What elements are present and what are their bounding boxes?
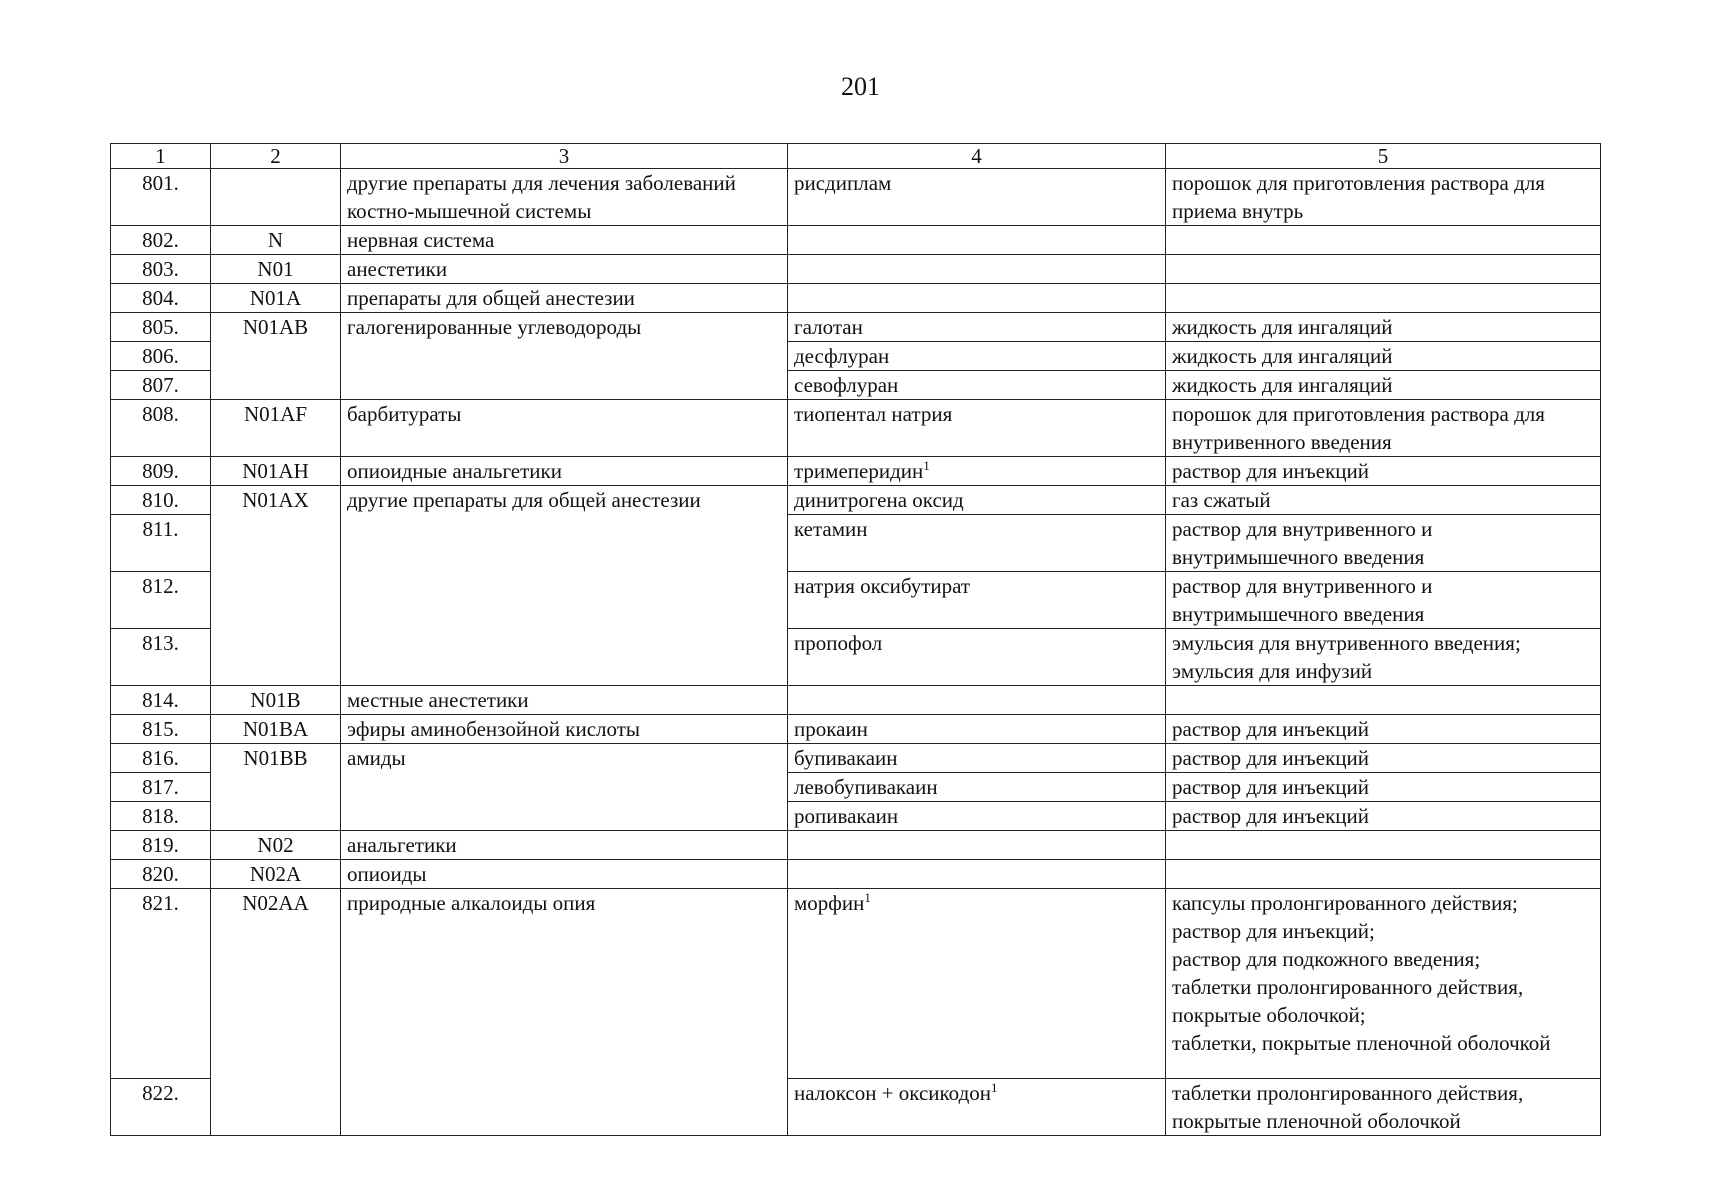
drug-name-text: десфлуран <box>794 344 890 368</box>
dosage-form-line: порошок для приготовления раствора для внутривенного введения <box>1172 402 1545 454</box>
drug-name <box>788 371 1166 400</box>
drug-name <box>788 284 1166 313</box>
dosage-form <box>1166 284 1601 313</box>
atc-code: N01AX <box>211 486 341 686</box>
anatomical-group: галогенированные углеводороды <box>341 313 788 400</box>
table-row <box>111 831 1601 860</box>
table-row <box>111 255 1601 284</box>
dosage-form <box>1166 686 1601 715</box>
dosage-form <box>1166 629 1601 686</box>
anatomical-group: местные анестетики <box>341 686 788 715</box>
dosage-form <box>1166 400 1601 457</box>
atc-code: N01B <box>211 686 341 715</box>
drug-name-text: севофлуран <box>794 373 899 397</box>
table-row <box>111 457 1601 486</box>
drug-name <box>788 802 1166 831</box>
dosage-form-line: раствор для инъекций <box>1172 775 1369 799</box>
drug-name <box>788 629 1166 686</box>
dosage-form <box>1166 457 1601 486</box>
drug-name-text: натрия оксибутират <box>794 574 971 598</box>
table-row <box>111 284 1601 313</box>
dosage-form <box>1166 226 1601 255</box>
anatomical-group: другие препараты для лечения заболеваний костно-мышечной системы <box>341 169 788 226</box>
atc-code: N02 <box>211 831 341 860</box>
drug-name-text: динитрогена оксид <box>794 488 964 512</box>
table-row <box>111 486 1601 515</box>
row-number: 819. <box>111 831 211 860</box>
row-number: 804. <box>111 284 211 313</box>
drug-name-text: морфин <box>794 891 865 915</box>
drug-name <box>788 572 1166 629</box>
drug-name <box>788 515 1166 572</box>
table-row <box>111 744 1601 773</box>
dosage-form <box>1166 831 1601 860</box>
row-number: 816. <box>111 744 211 773</box>
header-cell: 1 <box>111 144 211 169</box>
dosage-form <box>1166 342 1601 371</box>
drug-name <box>788 169 1166 226</box>
drug-name-text: галотан <box>794 315 863 339</box>
table-row <box>111 169 1601 226</box>
anatomical-group: другие препараты для общей анестезии <box>341 486 788 686</box>
anatomical-group: нервная система <box>341 226 788 255</box>
drug-list-table <box>110 143 1601 1136</box>
dosage-form-line: эмульсия для инфузий <box>1172 659 1373 683</box>
row-number: 807. <box>111 371 211 400</box>
row-number: 810. <box>111 486 211 515</box>
atc-code: N02AA <box>211 889 341 1136</box>
dosage-form <box>1166 1079 1601 1136</box>
dosage-form-line: таблетки пролонгированного действия, покрытые пленочной оболочкой <box>1172 1081 1524 1133</box>
drug-name <box>788 686 1166 715</box>
row-number: 805. <box>111 313 211 342</box>
dosage-form <box>1166 255 1601 284</box>
table-body <box>111 169 1601 1136</box>
table-row <box>111 715 1601 744</box>
drug-name <box>788 1079 1166 1136</box>
dosage-form <box>1166 744 1601 773</box>
row-number: 820. <box>111 860 211 889</box>
anatomical-group: барбитураты <box>341 400 788 457</box>
drug-name <box>788 342 1166 371</box>
row-number: 806. <box>111 342 211 371</box>
drug-name-text: бупивакаин <box>794 746 898 770</box>
anatomical-group: препараты для общей анестезии <box>341 284 788 313</box>
drug-name-text: тримеперидин <box>794 459 924 483</box>
dosage-form-line: раствор для инъекций <box>1172 746 1369 770</box>
dosage-form-line: эмульсия для внутривенного введения; <box>1172 631 1521 655</box>
drug-name-text: тиопентал натрия <box>794 402 953 426</box>
dosage-form-line: капсулы пролонгированного действия; <box>1172 891 1518 915</box>
drug-name-text: кетамин <box>794 517 868 541</box>
atc-code: N01AH <box>211 457 341 486</box>
row-number: 802. <box>111 226 211 255</box>
drug-name-text: пропофол <box>794 631 883 655</box>
row-number: 813. <box>111 629 211 686</box>
dosage-form <box>1166 715 1601 744</box>
dosage-form-line: газ сжатый <box>1172 488 1271 512</box>
page-number: 201 <box>841 72 880 101</box>
drug-name <box>788 744 1166 773</box>
table-row <box>111 889 1601 1079</box>
table-row <box>111 860 1601 889</box>
drug-name-text: налоксон + оксикодон <box>794 1081 991 1105</box>
atc-code: N <box>211 226 341 255</box>
dosage-form-line: порошок для приготовления раствора для приема внутрь <box>1172 171 1545 223</box>
atc-code: N01AB <box>211 313 341 400</box>
drug-name <box>788 226 1166 255</box>
table-row <box>111 313 1601 342</box>
atc-code: N02A <box>211 860 341 889</box>
row-number: 811. <box>111 515 211 572</box>
drug-name <box>788 255 1166 284</box>
footnote-marker: 1 <box>991 1080 998 1095</box>
anatomical-group: анестетики <box>341 255 788 284</box>
dosage-form-line: раствор для инъекций <box>1172 804 1369 828</box>
table-row <box>111 226 1601 255</box>
row-number: 809. <box>111 457 211 486</box>
dosage-form-line: раствор для инъекций <box>1172 717 1369 741</box>
dosage-form-line: жидкость для ингаляций <box>1172 315 1393 339</box>
table-header-row <box>111 144 1601 169</box>
dosage-form <box>1166 313 1601 342</box>
drug-name <box>788 889 1166 1079</box>
drug-name <box>788 400 1166 457</box>
header-cell: 2 <box>211 144 341 169</box>
table-row <box>111 400 1601 457</box>
row-number: 822. <box>111 1079 211 1136</box>
table-row <box>111 686 1601 715</box>
drug-name <box>788 486 1166 515</box>
anatomical-group: эфиры аминобензойной кислоты <box>341 715 788 744</box>
dosage-form-line: раствор для инъекций <box>1172 459 1369 483</box>
dosage-form-line: раствор для инъекций; <box>1172 919 1375 943</box>
dosage-form-line: раствор для внутривенного и внутримышечного введения <box>1172 574 1433 626</box>
drug-name-text: рисдиплам <box>794 171 892 195</box>
dosage-form-line: жидкость для ингаляций <box>1172 373 1393 397</box>
row-number: 808. <box>111 400 211 457</box>
drug-name <box>788 457 1166 486</box>
drug-name <box>788 715 1166 744</box>
anatomical-group: опиоидные анальгетики <box>341 457 788 486</box>
footnote-marker: 1 <box>923 458 930 473</box>
drug-name <box>788 313 1166 342</box>
row-number: 815. <box>111 715 211 744</box>
dosage-form-line: таблетки пролонгированного действия, покрытые оболочкой; <box>1172 975 1524 1027</box>
atc-code <box>211 169 341 226</box>
dosage-form <box>1166 773 1601 802</box>
dosage-form <box>1166 486 1601 515</box>
drug-name-text: левобупивакаин <box>794 775 938 799</box>
header-cell: 4 <box>788 144 1166 169</box>
row-number: 814. <box>111 686 211 715</box>
drug-name <box>788 860 1166 889</box>
atc-code: N01BA <box>211 715 341 744</box>
anatomical-group: анальгетики <box>341 831 788 860</box>
dosage-form <box>1166 515 1601 572</box>
dosage-form-line: жидкость для ингаляций <box>1172 344 1393 368</box>
atc-code: N01AF <box>211 400 341 457</box>
anatomical-group: опиоиды <box>341 860 788 889</box>
dosage-form <box>1166 860 1601 889</box>
dosage-form-line: раствор для подкожного введения; <box>1172 947 1481 971</box>
dosage-form <box>1166 572 1601 629</box>
header-cell: 5 <box>1166 144 1601 169</box>
footnote-marker: 1 <box>864 890 871 905</box>
row-number: 812. <box>111 572 211 629</box>
dosage-form-line: таблетки, покрытые пленочной оболочкой <box>1172 1031 1551 1055</box>
drug-name <box>788 831 1166 860</box>
anatomical-group: амиды <box>341 744 788 831</box>
dosage-form <box>1166 371 1601 400</box>
dosage-form-line: раствор для внутривенного и внутримышечного введения <box>1172 517 1433 569</box>
anatomical-group: природные алкалоиды опия <box>341 889 788 1136</box>
row-number: 817. <box>111 773 211 802</box>
row-number: 803. <box>111 255 211 284</box>
drug-name-text: прокаин <box>794 717 868 741</box>
header-cell: 3 <box>341 144 788 169</box>
atc-code: N01 <box>211 255 341 284</box>
row-number: 818. <box>111 802 211 831</box>
dosage-form <box>1166 169 1601 226</box>
drug-name <box>788 773 1166 802</box>
row-number: 801. <box>111 169 211 226</box>
atc-code: N01A <box>211 284 341 313</box>
atc-code: N01BB <box>211 744 341 831</box>
dosage-form <box>1166 802 1601 831</box>
dosage-form <box>1166 889 1601 1079</box>
drug-name-text: ропивакаин <box>794 804 899 828</box>
row-number: 821. <box>111 889 211 1079</box>
